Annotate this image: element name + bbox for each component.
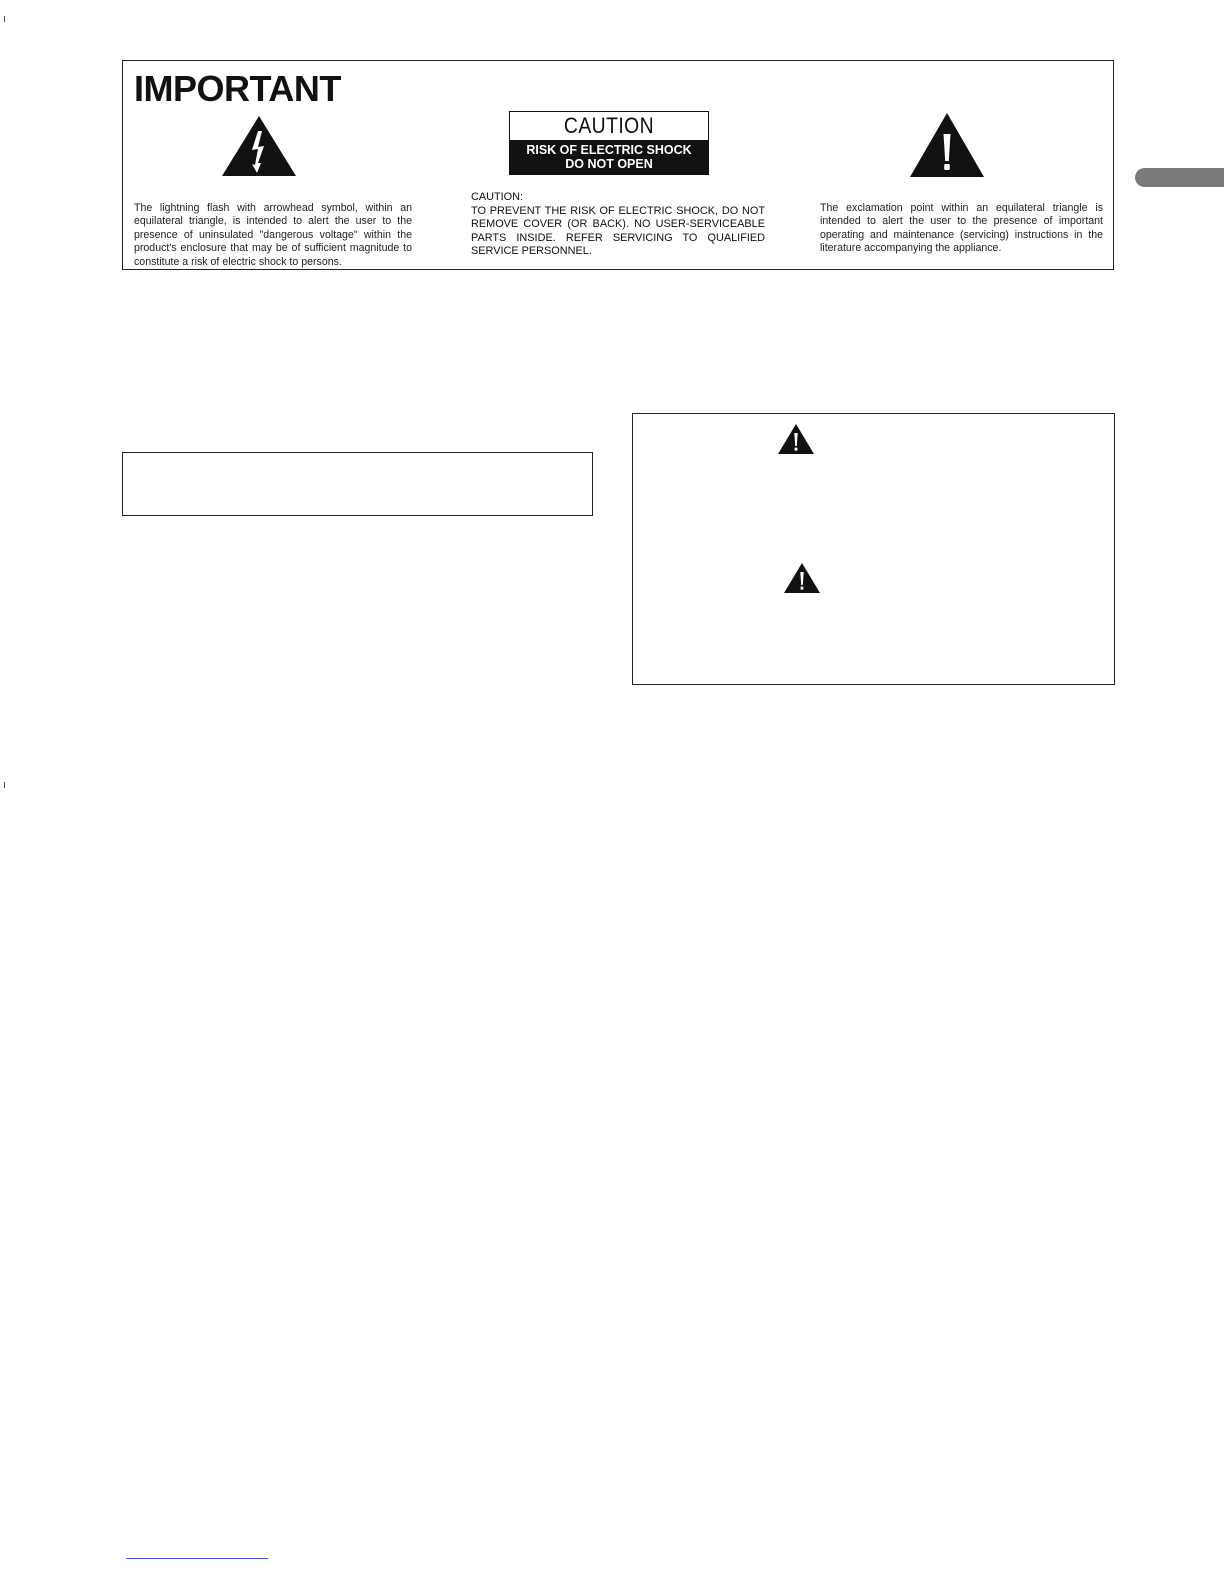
important-title: IMPORTANT (134, 68, 341, 109)
caution-label-heading: CAUTION (563, 113, 655, 138)
caution-label-line-2: DO NOT OPEN (565, 157, 653, 171)
notice-box-left (122, 452, 593, 516)
lightning-warning-icon (221, 115, 297, 177)
important-safety-panel (122, 60, 1114, 270)
warning-triangle-icon (783, 562, 821, 594)
lightning-symbol-description: The lightning flash with arrowhead symbol, within an equilateral triangle, is intended to alert the user to the presence of uninsulated "dangerous voltage" within the product's enclosure that may be of sufficient magnitude to constitute a risk of electric shock to persons. (134, 201, 412, 268)
caution-description-text: TO PREVENT THE RISK OF ELECTRIC SHOCK, DO NOT REMOVE COVER (OR BACK). NO USER-SERVICEABLE PARTS INSIDE. REFER SERVICING TO QUALIFIED SERVICE PERSONNEL. (471, 204, 765, 258)
caution-label-warning (510, 140, 708, 174)
caution-description-heading: CAUTION: (471, 191, 524, 203)
warning-box-right (632, 413, 1115, 685)
caution-description (471, 191, 765, 259)
section-tab (1135, 168, 1224, 187)
caution-label-line-1: RISK OF ELECTRIC SHOCK (526, 143, 692, 157)
warning-triangle-icon (777, 423, 815, 455)
exclamation-warning-icon (909, 112, 985, 178)
exclamation-symbol-description: The exclamation point within an equilateral triangle is intended to alert the user to the presence of important operating and maintenance (servicing) instructions in the literature accompanying the appliance. (820, 201, 1103, 255)
crop-mark-middle (4, 782, 5, 788)
caution-label (509, 111, 709, 175)
crop-mark-top (4, 16, 5, 22)
footer-underline (126, 1558, 268, 1559)
